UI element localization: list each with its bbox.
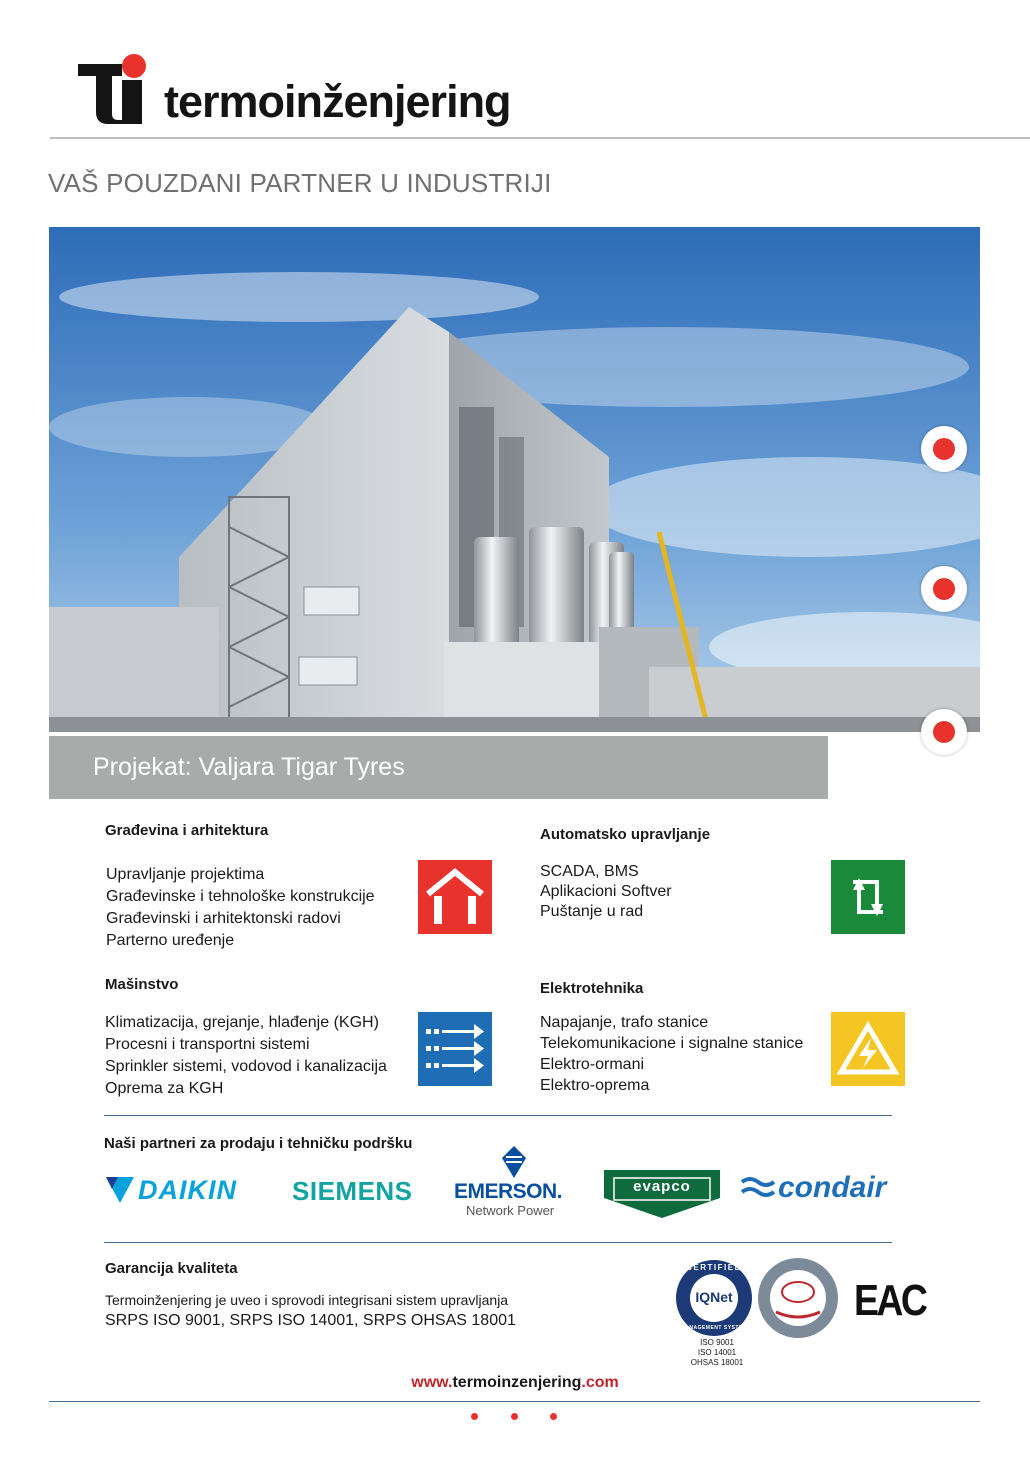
project-photo bbox=[49, 227, 980, 732]
footer-dot bbox=[550, 1413, 557, 1420]
quality-description: Termoinženjering je uveo i sprovodi integrisani sistem upravljanja bbox=[105, 1292, 509, 1308]
emerson-subtitle: Network Power bbox=[466, 1203, 555, 1218]
house-icon bbox=[418, 860, 492, 934]
tagline: VAŠ POUZDANI PARTNER U INDUSTRIJI bbox=[48, 168, 552, 198]
list-automatika bbox=[540, 862, 672, 922]
footer-dot bbox=[511, 1413, 518, 1420]
website-suffix: .com bbox=[581, 1374, 619, 1391]
section-title-masinstvo: Mašinstvo bbox=[105, 976, 179, 993]
certificate-standards bbox=[680, 1338, 754, 1368]
evapco-wordmark: evapco bbox=[633, 1178, 691, 1195]
section-title-gradjevina: Građevina i arhitektura bbox=[105, 822, 269, 839]
quality-title: Garancija kvaliteta bbox=[105, 1260, 238, 1277]
list-item: Građevinske i tehnološke konstrukcije bbox=[106, 888, 375, 905]
carousel-dot-1[interactable] bbox=[921, 426, 967, 472]
integrated-system-seal-icon bbox=[756, 1256, 840, 1340]
cycle-arrows-icon bbox=[831, 860, 905, 934]
section-title-elektro: Elektrotehnika bbox=[540, 980, 644, 997]
cert-line: ISO 14001 bbox=[697, 1348, 737, 1357]
flow-arrows-icon bbox=[418, 1012, 492, 1086]
list-item: Aplikacioni Softver bbox=[540, 883, 672, 900]
footer-dot bbox=[471, 1413, 478, 1420]
emerson-logo bbox=[454, 1146, 578, 1218]
quality-standards: SRPS ISO 9001, SRPS ISO 14001, SRPS OHSAS 18001 bbox=[105, 1312, 516, 1329]
iqnet-label: IQNet bbox=[695, 1289, 733, 1305]
siemens-logo: SIEMENS bbox=[292, 1176, 413, 1206]
condair-logo bbox=[740, 1170, 886, 1206]
list-item: Napajanje, trafo stanice bbox=[540, 1014, 709, 1031]
project-title: Projekat: Valjara Tigar Tyres bbox=[93, 753, 405, 781]
header-divider bbox=[50, 137, 1030, 139]
condair-waves-icon bbox=[740, 1174, 776, 1202]
eac-mark: EAC bbox=[854, 1276, 926, 1325]
website-prefix: www. bbox=[411, 1374, 453, 1391]
list-item: Sprinkler sistemi, vodovod i kanalizacija bbox=[105, 1058, 387, 1075]
list-item: Građevinski i arhitektonski radovi bbox=[106, 910, 341, 927]
section-title-automatika: Automatsko upravljanje bbox=[540, 826, 711, 843]
list-gradjevina bbox=[106, 864, 375, 952]
list-item: Telekomunikacione i signalne stanice bbox=[540, 1035, 804, 1052]
daikin-mark-icon bbox=[106, 1175, 134, 1205]
project-banner bbox=[49, 736, 828, 799]
daikin-logo bbox=[106, 1175, 237, 1205]
list-item: SCADA, BMS bbox=[540, 863, 639, 880]
iqnet-ring-bottom: MANAGEMENT SYSTEM bbox=[680, 1325, 748, 1331]
list-item: Procesni i transportni sistemi bbox=[105, 1036, 310, 1053]
condair-wordmark: condair bbox=[778, 1171, 887, 1204]
list-item: Oprema za KGH bbox=[105, 1080, 224, 1097]
website-link[interactable] bbox=[0, 1374, 1030, 1392]
high-voltage-icon bbox=[831, 1012, 905, 1086]
company-name: termoinženjering bbox=[164, 76, 511, 127]
iqnet-ring-top: CERTIFIED bbox=[686, 1263, 742, 1272]
carousel-dot-3[interactable] bbox=[921, 709, 967, 755]
evapco-logo bbox=[604, 1168, 720, 1216]
emerson-wordmark: EMERSON. bbox=[454, 1180, 563, 1203]
list-masinstvo bbox=[105, 1012, 387, 1100]
list-item: Elektro-ormani bbox=[540, 1056, 645, 1073]
list-item: Upravljanje projektima bbox=[106, 866, 265, 883]
partners-title: Naši partneri za prodaju i tehničku podršku bbox=[104, 1135, 413, 1152]
list-item: Parterno uređenje bbox=[106, 932, 235, 949]
cert-line: ISO 9001 bbox=[700, 1338, 734, 1347]
cert-line: OHSAS 18001 bbox=[690, 1358, 744, 1367]
carousel-dot-2[interactable] bbox=[921, 566, 967, 612]
list-elektro bbox=[540, 1012, 803, 1096]
website-domain: termoinzenjering bbox=[452, 1374, 582, 1391]
list-item: Puštanje u rad bbox=[540, 903, 644, 920]
daikin-wordmark: DAIKIN bbox=[138, 1174, 237, 1205]
list-item: Klimatizacija, grejanje, hlađenje (KGH) bbox=[105, 1014, 379, 1031]
list-item: Elektro-oprema bbox=[540, 1077, 650, 1094]
emerson-mark-icon bbox=[502, 1146, 526, 1178]
iqnet-certificate bbox=[674, 1258, 754, 1338]
section-divider bbox=[104, 1242, 892, 1243]
section-divider bbox=[104, 1115, 892, 1116]
footer-divider bbox=[49, 1401, 980, 1402]
logo-mark-icon bbox=[78, 54, 150, 124]
